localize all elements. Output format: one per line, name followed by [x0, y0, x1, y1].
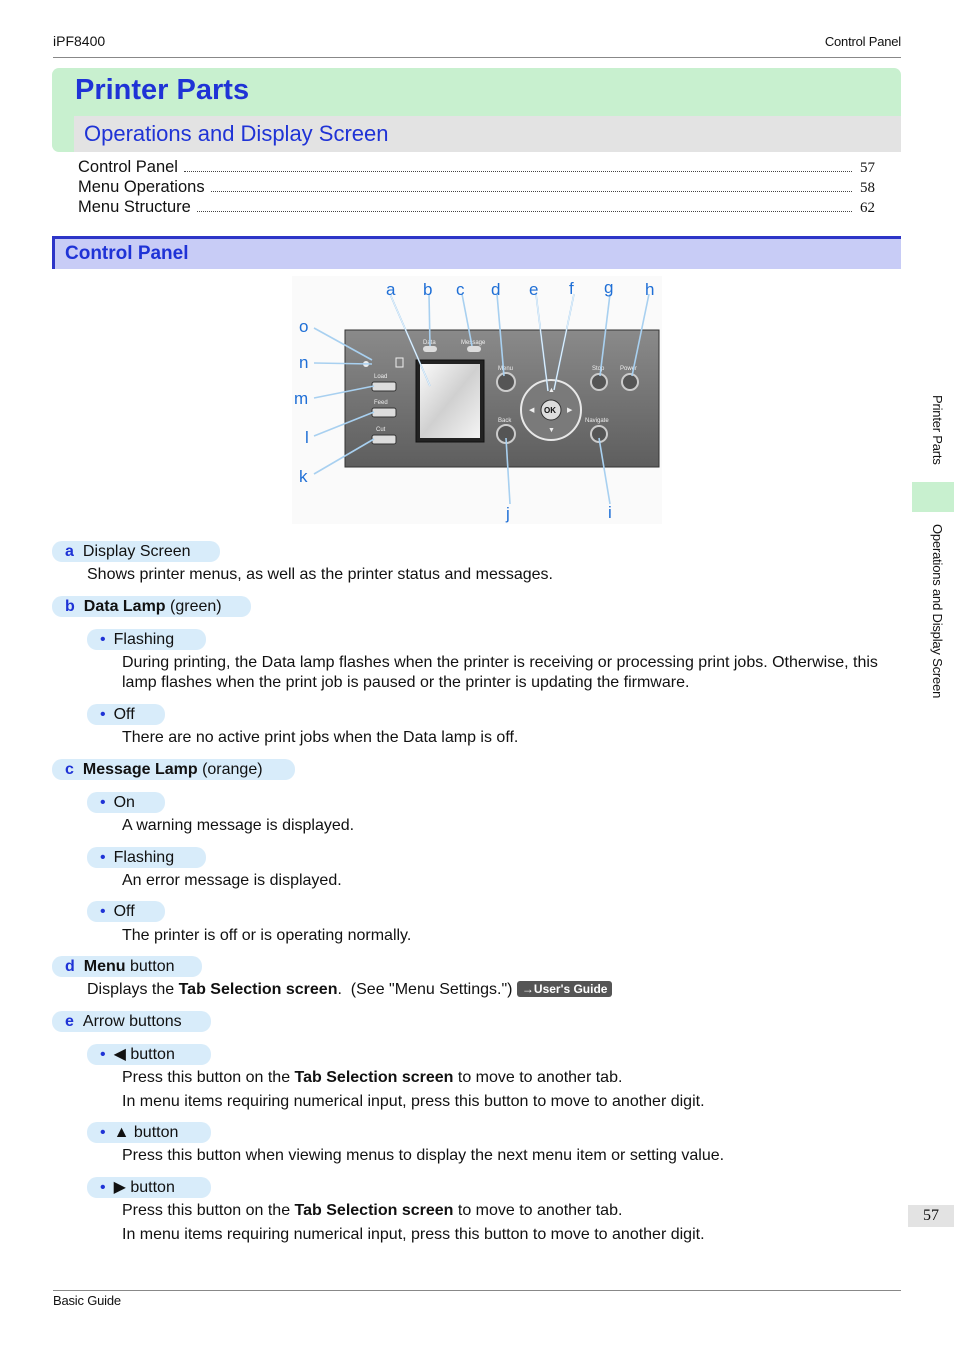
- state-label: On: [113, 794, 135, 811]
- item-letter: d: [65, 958, 75, 975]
- menu-label: Menu: [498, 366, 514, 372]
- toc-entry-menu-operations[interactable]: [78, 178, 875, 197]
- item-a-heading: [52, 541, 220, 562]
- item-d-description: Displays the Tab Selection screen. (See "Menu Settings.") →User's Guide: [87, 980, 612, 1000]
- item-name: Menu: [83, 958, 126, 975]
- load-label: Load: [374, 374, 388, 380]
- data-lamp-off-heading: [87, 704, 165, 725]
- display-screen-glass: [420, 364, 480, 438]
- feed-button: [372, 408, 396, 417]
- callout-d: d: [491, 280, 501, 299]
- item-name: Message Lamp: [82, 761, 198, 778]
- item-letter: b: [65, 598, 75, 615]
- item-a-description: Shows printer menus, as well as the printer status and messages.: [87, 566, 553, 583]
- button-label: ◀ button: [113, 1046, 175, 1063]
- side-tab-printer-parts[interactable]: Printer Parts: [930, 395, 945, 465]
- toc-label: Menu Structure: [78, 198, 191, 216]
- footer-text: Basic Guide: [53, 1293, 121, 1308]
- left-arrow-text-2: In menu items requiring numerical input, press this button to move to another digit.: [122, 1093, 705, 1110]
- state-label: Flashing: [113, 849, 175, 866]
- page-number: 57: [908, 1205, 954, 1227]
- side-tab-marker: [912, 482, 954, 512]
- data-lamp-off-text: There are no active print jobs when the Data lamp is off.: [122, 729, 519, 746]
- arrow-up-icon: ▲: [548, 387, 555, 394]
- toc-entry-control-panel[interactable]: [78, 158, 875, 177]
- users-guide-link[interactable]: →User's Guide: [517, 981, 613, 997]
- item-suffix: (orange): [197, 761, 263, 778]
- message-lamp-flashing-text: An error message is displayed.: [122, 872, 342, 889]
- cut-label: Cut: [376, 427, 386, 433]
- page-subtitle: Operations and Display Screen: [84, 121, 389, 146]
- callout-c: c: [456, 280, 465, 299]
- callout-j: j: [506, 504, 510, 523]
- callout-a: a: [386, 280, 396, 299]
- item-letter: c: [65, 761, 74, 778]
- bullet-icon: •: [100, 706, 106, 723]
- bullet-icon: •: [100, 903, 106, 920]
- section-title: Control Panel: [65, 243, 189, 264]
- item-letter: e: [65, 1013, 74, 1030]
- load-button: [372, 382, 396, 391]
- callout-e: e: [529, 280, 539, 299]
- state-label: Off: [113, 706, 135, 723]
- item-d-heading: [52, 956, 202, 977]
- bullet-icon: •: [100, 849, 106, 866]
- message-lamp-on-heading: [87, 792, 165, 813]
- callout-b: b: [423, 280, 433, 299]
- toc-page: 58: [860, 180, 875, 196]
- stop-button: [591, 374, 607, 390]
- right-arrow-text-2: In menu items requiring numerical input, press this button to move to another digit.: [122, 1226, 705, 1243]
- item-e-heading: [52, 1011, 211, 1032]
- message-lamp: [467, 346, 481, 352]
- item-b-heading: [52, 596, 251, 617]
- toc-label: Control Panel: [78, 158, 178, 176]
- toc-page: 62: [860, 200, 875, 216]
- message-lamp-off-text: The printer is off or is operating normally.: [122, 927, 412, 944]
- footer-rule: [53, 1290, 901, 1291]
- toc-entry-menu-structure[interactable]: [78, 198, 875, 217]
- left-arrow-heading: [87, 1044, 211, 1065]
- bullet-icon: •: [100, 1124, 106, 1141]
- up-arrow-text: Press this button when viewing menus to display the next menu item or setting value.: [122, 1147, 725, 1164]
- data-lamp: [423, 346, 437, 352]
- data-lamp-label: Data: [423, 340, 436, 346]
- toc-page: 57: [860, 160, 875, 176]
- button-label: ▲ button: [113, 1124, 179, 1141]
- feed-label: Feed: [374, 400, 388, 406]
- stop-label: Stop: [592, 366, 605, 372]
- left-arrow-text-1: Press this button on the Tab Selection screen to move to another tab.: [122, 1069, 623, 1086]
- message-lamp-flashing-heading: [87, 847, 206, 868]
- bullet-icon: •: [100, 1179, 106, 1196]
- item-name: Arrow buttons: [82, 1013, 182, 1030]
- data-lamp-flashing-heading: [87, 629, 206, 650]
- menu-button: [497, 373, 515, 391]
- item-name: Display Screen: [82, 543, 191, 560]
- bullet-icon: •: [100, 1046, 106, 1063]
- power-label: Power: [620, 366, 638, 372]
- header-rule: [53, 57, 901, 58]
- toc-label: Menu Operations: [78, 178, 205, 196]
- page-title: Printer Parts: [75, 74, 250, 106]
- callout-n: n: [299, 353, 309, 372]
- right-arrow-text-1: Press this button on the Tab Selection screen to move to another tab.: [122, 1202, 623, 1219]
- message-lamp-on-text: A warning message is displayed.: [122, 817, 355, 834]
- callout-g: g: [604, 278, 614, 297]
- ok-label: OK: [544, 406, 556, 415]
- item-c-heading: [52, 759, 295, 780]
- arrow-down-icon: ▼: [548, 427, 555, 434]
- back-label: Back: [498, 418, 512, 424]
- header-section: Control Panel: [824, 34, 901, 49]
- side-tab-operations[interactable]: Operations and Display Screen: [930, 524, 945, 699]
- item-suffix: button: [125, 958, 175, 975]
- cut-button: [372, 435, 396, 444]
- arrow-right-icon: ▶: [567, 407, 573, 414]
- header-product: iPF8400: [53, 33, 106, 49]
- message-lamp-off-heading: [87, 901, 165, 922]
- callout-i: i: [608, 503, 612, 522]
- state-label: Flashing: [113, 631, 175, 648]
- right-arrow-heading: [87, 1177, 211, 1198]
- callout-f: f: [569, 279, 574, 298]
- control-panel-diagram: [292, 276, 662, 524]
- button-label: ▶ button: [113, 1179, 175, 1196]
- bullet-icon: •: [100, 631, 106, 648]
- navigate-label: Navigate: [585, 418, 609, 424]
- item-letter: a: [65, 543, 74, 560]
- data-lamp-flashing-text: During printing, the Data lamp flashes when the printer is receiving or processing print jobs. Otherwise, this lamp flashes when the print job is paused or the printer is updating the firmware.: [122, 654, 878, 691]
- bullet-icon: •: [100, 794, 106, 811]
- callout-h: h: [645, 280, 655, 299]
- item-name: Data Lamp: [83, 598, 166, 615]
- callout-k: k: [299, 467, 308, 486]
- up-arrow-heading: [87, 1122, 211, 1143]
- callout-m: m: [294, 389, 309, 408]
- power-button: [622, 374, 638, 390]
- item-suffix: (green): [165, 598, 222, 615]
- state-label: Off: [113, 903, 135, 920]
- callout-o: o: [299, 317, 309, 336]
- arrow-left-icon: ◀: [529, 407, 535, 414]
- callout-l: l: [305, 428, 309, 447]
- message-lamp-label: Message: [461, 340, 486, 346]
